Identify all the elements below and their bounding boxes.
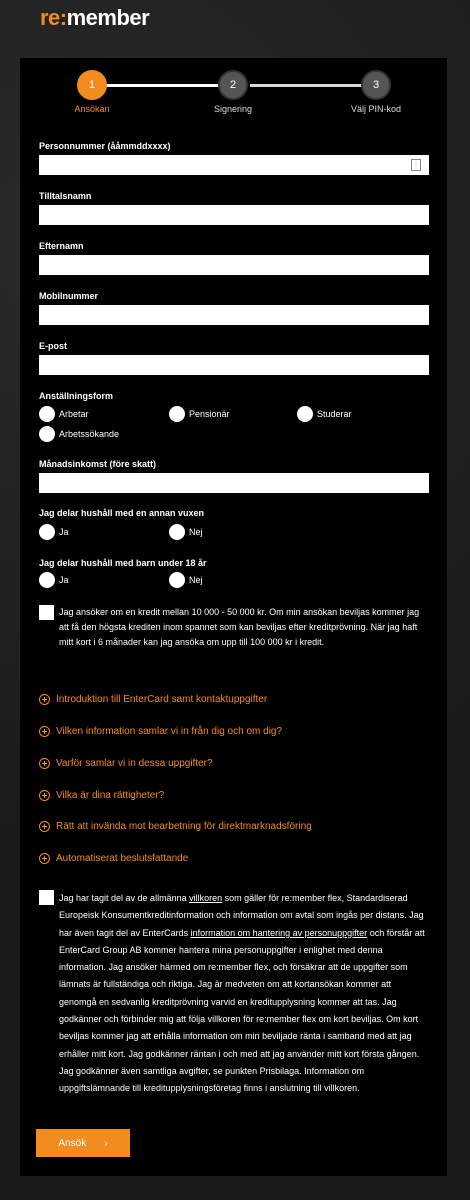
terms-text-2: som gäller för re:member flex, Standardiserad Europeisk Konsumentkreditinformation och information om avtal som ingås per distans. Jag har även tagit del av EnterCards [59,893,424,938]
credit-text: Jag ansöker om en kredit mellan 10 000 - 50 000 kr. Om min ansökan beviljas kommer jag att få den högsta krediten inom spannet som kan beviljas efter kreditprövning. När jag haft mitt kort i 6 månader kan jag ansöka om upp till 100 000 kr i kredit. [59,607,420,647]
radio-label: Nej [189,527,203,537]
inkomst-field [39,459,429,493]
plus-circle-icon [39,694,50,705]
progress-stepper [20,70,447,120]
radio-circle[interactable] [39,524,55,540]
credit-consent [39,605,429,650]
step-number: 3 [361,70,391,100]
radio-arbetar[interactable] [39,406,89,422]
radio-label: Ja [59,527,69,537]
accordion-rights[interactable] [39,787,429,803]
application-form [20,58,447,1176]
step-signering [178,70,288,114]
logo-part-2: member [66,5,150,30]
plus-circle-icon [39,726,50,737]
radio-circle[interactable] [39,572,55,588]
plus-circle-icon [39,790,50,801]
terms-consent [39,890,429,1098]
radio-child-ja[interactable] [39,572,69,588]
household-child-options [39,572,429,590]
radio-adult-nej[interactable] [169,524,203,540]
efternamn-label: Efternamn [39,241,84,251]
personuppgifter-link[interactable]: information om hantering av personuppgifter [190,927,368,938]
terms-text-3: och förstår att EnterCard Group AB kommer hantera mina personuppgifter i enlighet med denna information. Jag ansöker härmed om re:member flex, och försäkrar att de uppgifter som lämnats är fullständiga och riktiga. Jag är medveten om att kortansökan kommer att genomgå en sedvanlig kreditprövning varvid en kreditupplysning kommer att tas. Jag godkänner och förbinder mig att följa villkoren för re:member flex om kort beviljas. Om kort beviljas kommer jag att erhålla information om min beviljade ränta i samband med att jag erhåller mitt kort. Jag godkänner räntan i och med att jag använder mitt kort första gången. Jag godkänner även samtliga avgifter, se punkten Prisbilaga. Information om uppgiftslämnande till kreditupplysningsföretag finns i anslutning till villkoren. [59,927,425,1094]
household-adult-label-wrap [39,508,429,522]
household-child-label-wrap [39,558,429,572]
efternamn-field [39,241,429,275]
plus-circle-icon [39,758,50,769]
mobilnummer-input[interactable] [39,305,429,325]
radio-studerar[interactable] [297,406,352,422]
household-adult-options [39,524,429,542]
step-label: Välj PIN-kod [350,104,402,114]
plus-circle-icon [39,853,50,864]
accordion-label: Rätt att invända mot bearbetning för direktmarknadsföring [56,820,312,832]
epost-label: E-post [39,341,67,351]
step-ansokan [37,70,147,114]
tilltalsnamn-field [39,191,429,225]
terms-text-1: Jag har tagit del av de allmänna [59,893,190,903]
radio-circle[interactable] [39,426,55,442]
radio-child-nej[interactable] [169,572,203,588]
anstallningsform-label-wrap [39,391,429,405]
inkomst-label: Månadsinkomst (före skatt) [39,459,157,469]
radio-arbetssokande[interactable] [39,426,119,442]
personnummer-input[interactable] [39,155,429,175]
step-label: Ansökan [74,104,110,114]
logo-part-1: re: [40,5,67,30]
villkoren-link[interactable]: villkoren [189,893,223,903]
radio-circle[interactable] [169,406,185,422]
epost-input[interactable] [39,355,429,375]
accordion-label: Vilken information samlar vi in från dig och om dig? [56,725,283,737]
ansok-label: Ansök [58,1137,87,1149]
household-child-label: Jag delar hushåll med barn under 18 år [39,558,207,568]
radio-circle[interactable] [169,572,185,588]
employment-options-row2 [39,426,429,444]
step-number: 1 [77,70,107,100]
accordion-automated[interactable] [39,850,429,866]
household-adult-label: Jag delar hushåll med en annan vuxen [39,508,205,518]
radio-label: Studerar [317,409,352,419]
radio-circle[interactable] [297,406,313,422]
accordion-direct-marketing[interactable] [39,818,429,834]
employment-options-row1 [39,406,429,424]
radio-pensionar[interactable] [169,406,230,422]
radio-circle[interactable] [169,524,185,540]
credit-checkbox[interactable] [39,605,54,620]
accordion-label: Introduktion till EnterCard samt kontaktuppgifter [56,693,268,705]
top-bar [0,0,470,32]
anstallningsform-label: Anställningsform [39,391,114,401]
accordion-why[interactable] [39,755,429,771]
accordion-intro[interactable] [39,691,429,707]
terms-checkbox[interactable] [39,890,54,905]
mobilnummer-field [39,291,429,325]
efternamn-input[interactable] [39,255,429,275]
radio-circle[interactable] [39,406,55,422]
personnummer-field [39,141,429,175]
step-number: 2 [218,70,248,100]
step-valj-pin [321,70,431,114]
accordion-label: Varför samlar vi in dessa uppgifter? [56,757,213,769]
radio-label: Nej [189,575,203,585]
radio-label: Pensionär [189,409,230,419]
radio-label: Ja [59,575,69,585]
terms-text [59,890,429,1098]
remember-logo[interactable] [40,5,149,31]
chevron-right-icon: › [104,1137,108,1149]
radio-label: Arbetar [59,409,89,419]
inkomst-input[interactable] [39,473,429,493]
accordion-information[interactable] [39,723,429,739]
tilltalsnamn-label: Tilltalsnamn [39,191,92,201]
tilltalsnamn-input[interactable] [39,205,429,225]
keyboard-icon: ⋮ [411,159,421,171]
epost-field [39,341,429,375]
mobilnummer-label: Mobilnummer [39,291,99,301]
accordion-label: Automatiserat beslutsfattande [56,852,189,864]
ansok-button[interactable] [36,1129,130,1157]
radio-adult-ja[interactable] [39,524,69,540]
plus-circle-icon [39,821,50,832]
personnummer-label: Personnummer (ååmmddxxxx) [39,141,171,151]
accordion-label: Vilka är dina rättigheter? [56,789,165,801]
radio-label: Arbetssökande [59,429,120,439]
step-label: Signering [213,104,253,114]
